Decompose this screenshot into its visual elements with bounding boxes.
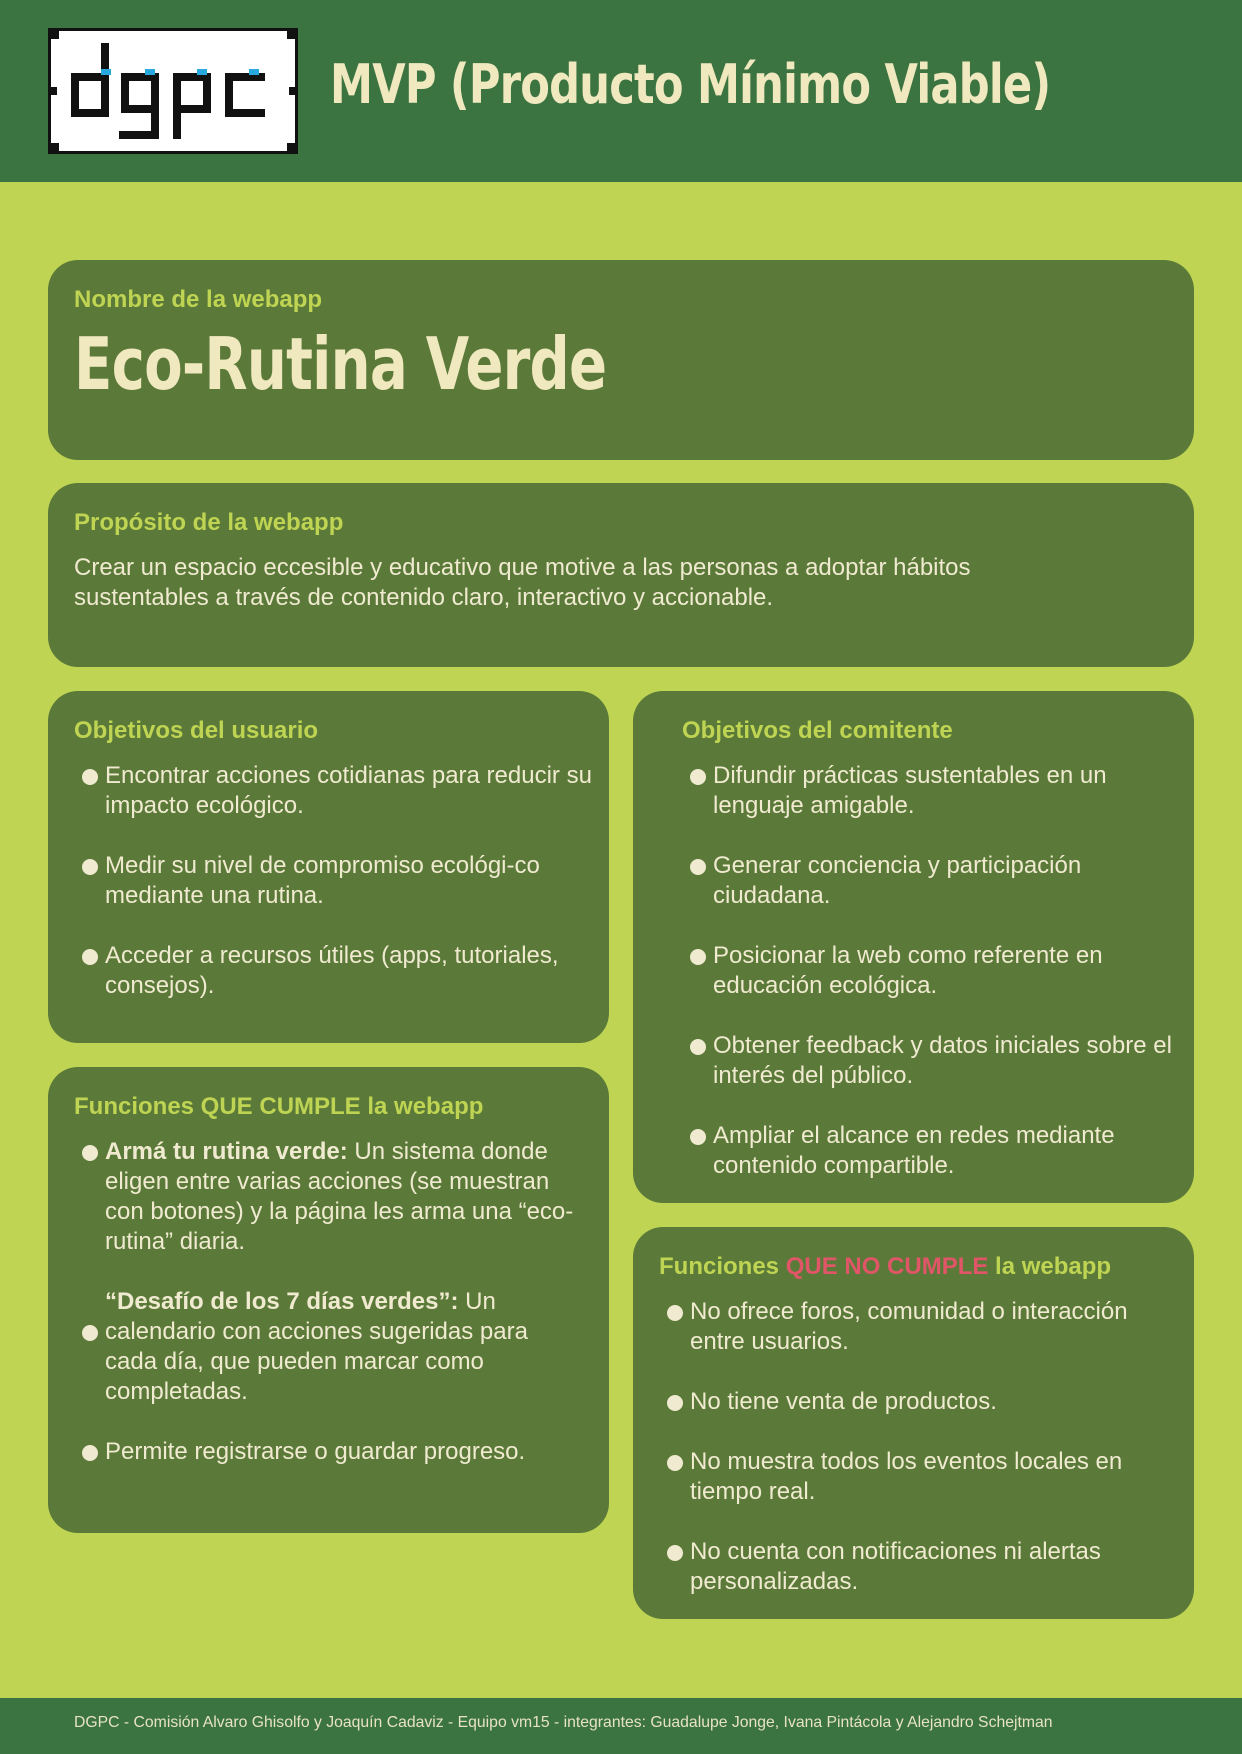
not-fulfilled-highlight: QUE NO CUMPLE (785, 1253, 989, 1280)
list-item: Generar conciencia y participación ciudadana. (682, 851, 1182, 911)
list-item: Armá tu rutina verde: Un sistema donde eligen entre varias acciones (se muestran con botones) y la página les arma una “eco-rutina” diaria. (74, 1137, 584, 1257)
bullet-dot (667, 1395, 683, 1411)
list-item: Acceder a recursos útiles (apps, tutoriales, consejos). (74, 941, 594, 1001)
functions-yes-list (74, 1137, 584, 1497)
list-item: Permite registrarse o guardar progreso. (74, 1437, 584, 1467)
bullet-dot (690, 1129, 706, 1145)
bullet-dot (667, 1455, 683, 1471)
footer-bar (0, 1698, 1242, 1754)
bullet-dot (690, 1039, 706, 1055)
app-name: Eco-Rutina Verde (74, 322, 607, 406)
list-item: Encontrar acciones cotidianas para reducir su impacto ecológico. (74, 761, 594, 821)
bullet-dot (82, 859, 98, 875)
purpose-text: Crear un espacio eccesible y educativo que motive a las personas a adoptar hábitos sustentables a través de contenido claro, interactivo y accionable. (74, 554, 971, 611)
functions-yes-label: Funciones QUE CUMPLE la webapp (74, 1093, 484, 1120)
functions-no-list (659, 1297, 1179, 1627)
page-title: MVP (Producto Mínimo Viable) (330, 53, 1051, 116)
client-goals-label: Objetivos del comitente (682, 717, 953, 744)
bullet-dot (82, 1145, 98, 1161)
bullet-dot (82, 1325, 98, 1341)
user-goals-label: Objetivos del usuario (74, 717, 319, 744)
list-item: No ofrece foros, comunidad o interacción entre usuarios. (659, 1297, 1179, 1357)
app-name-label: Nombre de la webapp (74, 286, 323, 313)
functions-no-card (633, 1227, 1194, 1619)
list-item: Difundir prácticas sustentables en un lenguaje amigable. (682, 761, 1182, 821)
footer-credits: DGPC - Comisión Alvaro Ghisolfo y Joaquín Cadaviz - Equipo vm15 - integrantes: Guadalupe Jonge, Ivana Pintácola y Alejandro Schejtman (74, 1714, 1053, 1731)
header-bar (0, 0, 1242, 182)
bullet-dot (82, 949, 98, 965)
purpose-label: Propósito de la webapp (74, 509, 344, 536)
bullet-dot (690, 769, 706, 785)
list-item: Medir su nivel de compromiso ecológi-co mediante una rutina. (74, 851, 594, 911)
client-goals-list (682, 761, 1182, 1211)
list-item: No cuenta con notificaciones ni alertas personalizadas. (659, 1537, 1179, 1597)
list-item: Obtener feedback y datos iniciales sobre el interés del público. (682, 1031, 1182, 1091)
bullet-dot (667, 1545, 683, 1561)
functions-yes-card (48, 1067, 609, 1533)
app-name-card (48, 260, 1194, 460)
bullet-dot (690, 859, 706, 875)
list-item: “Desafío de los 7 días verdes”: Un calendario con acciones sugeridas para cada día, que pueden marcar como completadas. (74, 1287, 584, 1407)
user-goals-card (48, 691, 609, 1043)
bullet-dot (690, 949, 706, 965)
dgpc-logo (48, 28, 298, 154)
list-item: Ampliar el alcance en redes mediante contenido compartible. (682, 1121, 1182, 1181)
list-item: No muestra todos los eventos locales en tiempo real. (659, 1447, 1179, 1507)
client-goals-card (633, 691, 1194, 1203)
bullet-dot (667, 1305, 683, 1321)
bullet-dot (82, 1445, 98, 1461)
bullet-dot (82, 769, 98, 785)
functions-no-label: Funciones QUE NO CUMPLE la webapp (659, 1253, 1112, 1280)
user-goals-list (74, 761, 594, 1031)
list-item: No tiene venta de productos. (659, 1387, 1179, 1417)
list-item: Posicionar la web como referente en educación ecológica. (682, 941, 1182, 1001)
purpose-card (48, 483, 1194, 667)
